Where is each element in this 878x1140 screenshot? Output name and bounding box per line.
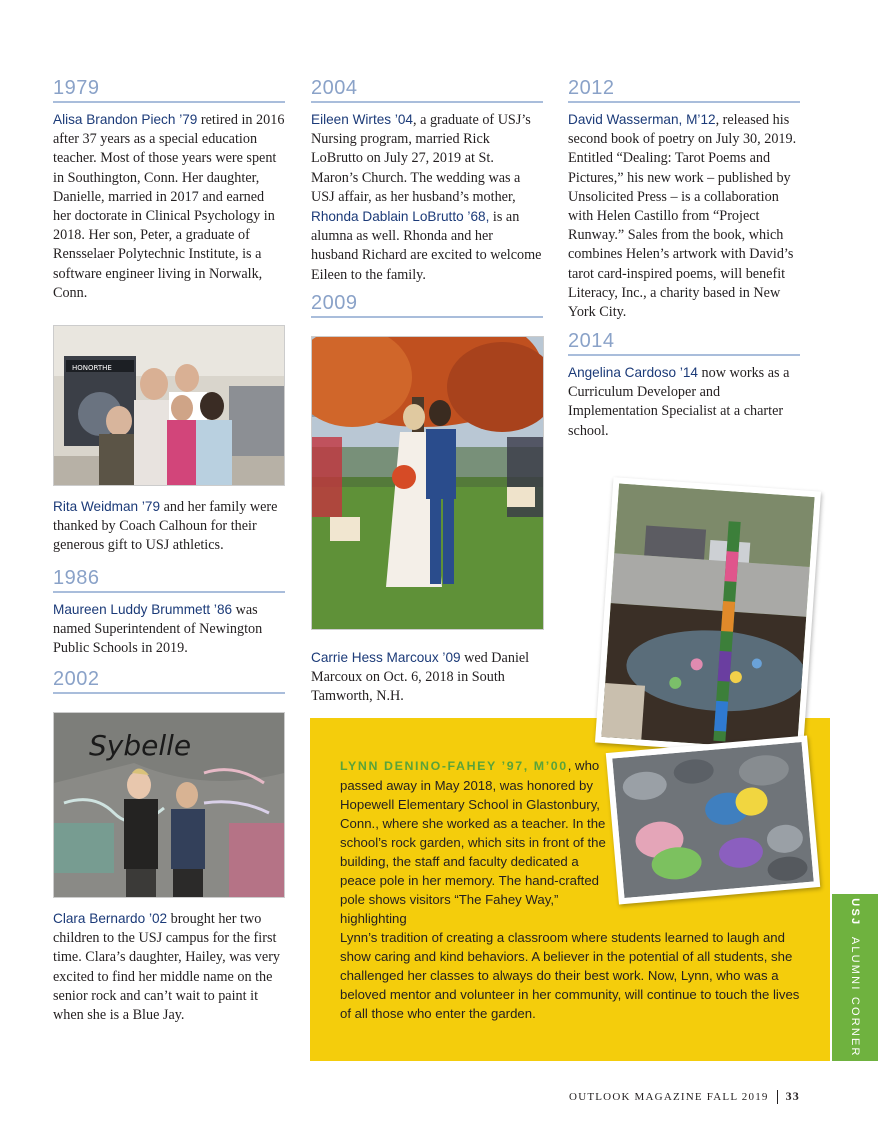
page-number: 33 [785,1089,800,1103]
rock-name: Sybelle [89,729,192,762]
photo-weidman-family [53,325,285,486]
year-heading-1986: 1986 [53,567,285,593]
photo-senior-rock [53,712,285,898]
entry-text: was named Superintendent of Newington Public Schools in 2019. [53,602,263,657]
alumni-name: Rita Weidman ’79 [53,499,161,514]
year-heading-1979: 1979 [53,77,285,103]
entry-text: , released his second book of poetry on July 30, 2019. Entitled “Dealing: Tarot Poems and Pictures,” his new work – published by Unsolicited Press – is a collaboration with Helen Castillo from “Project Runway.” Sales from the book, which combines Helen’s artwork with David’s tarot card-inspired poems, will benefit Literacy, Inc., a charity based in New York City. [568,112,797,321]
alumni-name: Eileen Wirtes ’04 [311,112,413,127]
entry-maureen [53,600,285,659]
footer-magazine: OUTLOOK MAGAZINE [569,1091,703,1103]
caption-text: brought her two children to the USJ campus for the first time. Clara’s daughter, Hailey, was very excited to find her middle name on the senior rock and can’t wait to paint it when she is a Blue Jay. [53,911,281,1024]
year-heading-2009: 2009 [311,292,543,318]
entry-text: now works as a Curriculum Developer and Implementation Specialist at a charter school. [568,365,790,439]
year-heading-2002: 2002 [53,668,285,694]
year-heading-2004: 2004 [311,77,543,103]
caption-rita [53,497,285,556]
alumni-name: Carrie Hess Marcoux ’09 [311,650,461,665]
entry-text: retired in 2016 after 37 years as a special education teacher. Most of those years were spent in Southington, Conn. Her daughter, Danielle, married in 2017 and earned her doctorate in Clinical Psychology in 2018. Her son, Peter, a graduate of Rensselaer Polytechnic Institute, is a software engineer living in Norwalk, Conn. [53,112,285,301]
entry-angelina [568,363,800,441]
page-footer [569,1089,800,1104]
alumni-name: Clara Bernardo ’02 [53,911,168,926]
column-right [568,77,800,322]
footer-issue: FALL 2019 [706,1091,769,1103]
photo-peace-pole [595,477,821,757]
alumni-name: Rhonda Dablain LoBrutto ’68, [311,209,490,225]
alumni-name: Maureen Luddy Brummett ’86 [53,602,233,617]
entry-eileen [311,110,543,285]
section-1986 [53,567,285,659]
alumni-name: Angelina Cardoso ’14 [568,365,698,380]
caption-text: wed Daniel Marcoux on Oct. 6, 2018 in South Tamworth, N.H. [311,650,530,705]
section-2002 [53,668,285,701]
footer-divider [777,1090,778,1104]
photo-wedding [311,336,544,630]
year-heading-2014: 2014 [568,330,800,356]
column-middle [311,77,543,285]
caption-clara [53,909,285,1025]
alumni-name: David Wasserman, M’12 [568,112,716,127]
entry-david [568,110,800,322]
memorial-name: LYNN DENINO-FAHEY ’97, M’00 [340,759,568,773]
caption-text: and her family were thanked by Coach Calhoun for their generous gift to USJ athletics. [53,499,278,554]
entry-text: is an alumna as well. Rhonda and her husband Richard are excited to welcome Eileen to the family. [311,209,542,283]
caption-carrie [311,648,543,707]
entry-alisa [53,110,285,303]
year-heading-2012: 2012 [568,77,800,103]
memorial-text [340,756,810,1023]
alumni-name: Alisa Brandon Piech ’79 [53,112,198,127]
machine-label: HONORTHE [72,364,112,372]
entry-text: , a graduate of USJ’s Nursing program, married Rick LoBrutto on July 27, 2019 at St. Maron’s Church. The wedding was a USJ affair, as her husband’s mother, [311,112,531,205]
column-left [53,77,285,303]
memorial-paragraph-wide: Lynn’s tradition of creating a classroom where students learned to laugh and show caring and kind behaviors. A believer in the potential of all students, she challenged her classes to always do their best work. Now, Lynn, who was a beloved mentor and volunteer in her community, will continue to touch the lives of all those who enter the garden. [340,930,800,1021]
section-2009 [311,292,543,325]
memorial-text-narrow: , who passed away in May 2018, was honored by Hopewell Elementary School in Glastonbury, Conn., where she worked as a teacher. In the school’s rock garden, which sits in front of the building, the staff and faculty dedicated a peace pole in her memory. The hand-crafted pole shows visitors “The Fahey Way,” highlighting [340,758,606,926]
memorial-paragraph-narrow [340,756,612,928]
section-2014 [568,330,800,441]
section-tab-label: USJ ALUMNI CORNER [849,898,861,1058]
